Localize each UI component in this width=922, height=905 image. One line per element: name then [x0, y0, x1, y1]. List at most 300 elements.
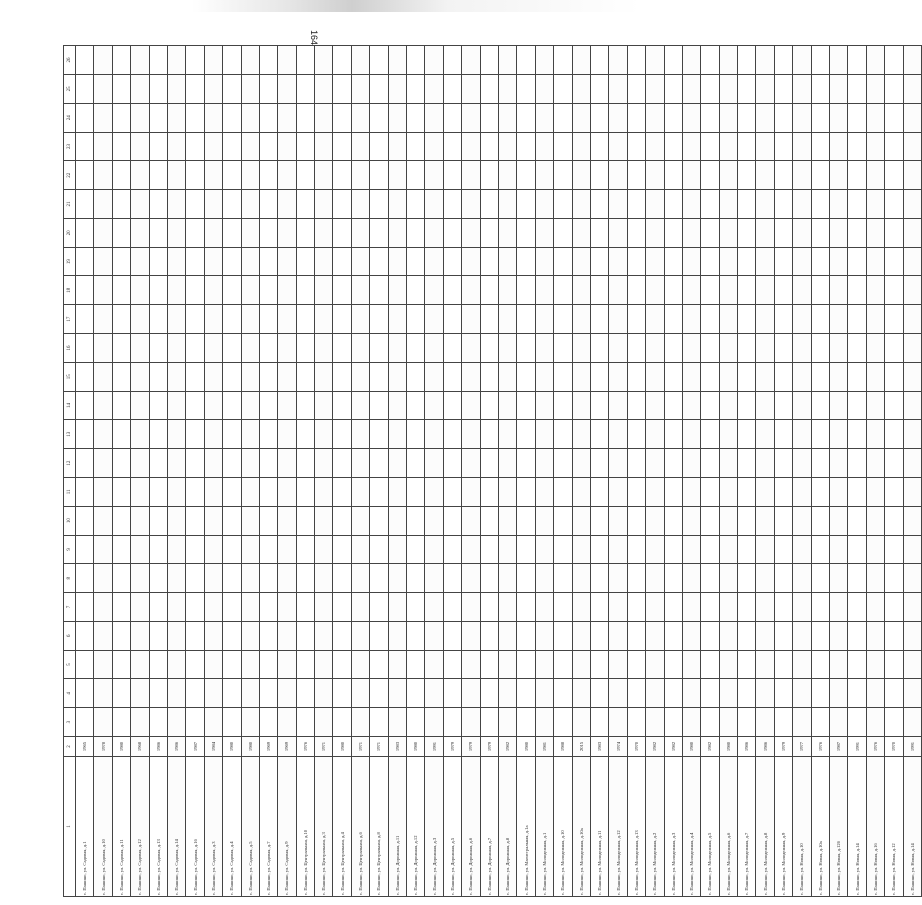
- data-cell: [149, 218, 167, 247]
- data-cell: [664, 708, 682, 737]
- data-cell: [259, 391, 277, 420]
- data-cell: [315, 621, 333, 650]
- data-cell: [462, 305, 480, 334]
- data-cell: [903, 391, 921, 420]
- data-cell: [443, 420, 461, 449]
- data-cell: [885, 305, 903, 334]
- data-cell: [664, 449, 682, 478]
- data-cell: [774, 305, 792, 334]
- data-cell: [241, 391, 259, 420]
- data-cell: [351, 75, 369, 104]
- data-cell: [76, 593, 94, 622]
- data-cell: [76, 708, 94, 737]
- data-cell: [223, 650, 241, 679]
- data-cell: [370, 391, 388, 420]
- data-cell: [443, 190, 461, 219]
- data-cell: [112, 420, 130, 449]
- data-cell: [885, 362, 903, 391]
- data-cell: [149, 593, 167, 622]
- year-cell: 1980: [241, 737, 259, 757]
- data-cell: [830, 46, 848, 75]
- data-cell: [701, 132, 719, 161]
- data-cell: [646, 132, 664, 161]
- address-cell: с. Пашино, ул. Садовая, д.14: [167, 757, 185, 897]
- data-cell: [535, 477, 553, 506]
- data-cell: [866, 477, 884, 506]
- address-cell: с. Пашино, ул. Дорожная, д.8: [498, 757, 516, 897]
- data-cell: [333, 103, 351, 132]
- data-cell: [590, 593, 608, 622]
- data-cell: [351, 247, 369, 276]
- data-cell: [793, 420, 811, 449]
- address-cell: с. Пашино, ул. Центральная, д.6: [351, 757, 369, 897]
- data-cell: [590, 75, 608, 104]
- data-cell: [407, 420, 425, 449]
- data-cell: [498, 46, 516, 75]
- data-cell: [462, 46, 480, 75]
- data-cell: [903, 362, 921, 391]
- data-cell: [811, 247, 829, 276]
- data-cell: [719, 190, 737, 219]
- column-header: 15: [64, 362, 76, 391]
- table-row: [535, 46, 553, 897]
- year-cell: 1968: [131, 737, 149, 757]
- data-cell: [664, 247, 682, 276]
- data-cell: [738, 621, 756, 650]
- data-cell: [223, 564, 241, 593]
- data-cell: [388, 679, 406, 708]
- year-cell: 1988: [554, 737, 572, 757]
- data-cell: [425, 593, 443, 622]
- year-cell: 1974: [609, 737, 627, 757]
- data-cell: [903, 477, 921, 506]
- data-cell: [498, 449, 516, 478]
- data-cell: [462, 564, 480, 593]
- data-cell: [388, 161, 406, 190]
- data-cell: [590, 161, 608, 190]
- data-cell: [94, 564, 112, 593]
- data-cell: [370, 362, 388, 391]
- data-cell: [296, 46, 314, 75]
- data-cell: [719, 75, 737, 104]
- data-cell: [554, 679, 572, 708]
- year-cell: 1987: [830, 737, 848, 757]
- data-cell: [407, 621, 425, 650]
- data-cell: [241, 103, 259, 132]
- data-cell: [480, 420, 498, 449]
- data-cell: [535, 506, 553, 535]
- data-cell: [793, 593, 811, 622]
- data-cell: [756, 362, 774, 391]
- data-cell: [425, 75, 443, 104]
- data-cell: [811, 593, 829, 622]
- data-cell: [296, 334, 314, 363]
- data-cell: [572, 103, 590, 132]
- data-cell: [204, 75, 222, 104]
- data-cell: [554, 190, 572, 219]
- data-cell: [903, 46, 921, 75]
- data-cell: [186, 708, 204, 737]
- data-cell: [885, 564, 903, 593]
- data-cell: [498, 593, 516, 622]
- data-cell: [112, 276, 130, 305]
- data-cell: [443, 276, 461, 305]
- data-cell: [756, 564, 774, 593]
- data-cell: [572, 564, 590, 593]
- data-cell: [572, 276, 590, 305]
- data-cell: [774, 420, 792, 449]
- data-cell: [351, 708, 369, 737]
- data-cell: [462, 621, 480, 650]
- data-cell: [627, 564, 645, 593]
- data-cell: [903, 218, 921, 247]
- data-cell: [646, 506, 664, 535]
- data-cell: [186, 103, 204, 132]
- table-row: [701, 46, 719, 897]
- data-cell: [388, 621, 406, 650]
- data-cell: [223, 46, 241, 75]
- data-cell: [830, 161, 848, 190]
- data-cell: [443, 621, 461, 650]
- data-cell: [627, 161, 645, 190]
- data-cell: [241, 305, 259, 334]
- data-cell: [425, 218, 443, 247]
- data-cell: [296, 132, 314, 161]
- data-cell: [535, 708, 553, 737]
- data-cell: [848, 75, 866, 104]
- data-cell: [646, 362, 664, 391]
- data-cell: [848, 362, 866, 391]
- data-cell: [517, 564, 535, 593]
- column-header: 24: [64, 103, 76, 132]
- data-cell: [480, 449, 498, 478]
- address-cell: с. Пашино, ул. Магистральная, д.1а: [517, 757, 535, 897]
- data-cell: [701, 362, 719, 391]
- data-cell: [112, 103, 130, 132]
- data-cell: [259, 218, 277, 247]
- data-cell: [774, 362, 792, 391]
- data-cell: [535, 46, 553, 75]
- data-cell: [903, 593, 921, 622]
- data-cell: [112, 564, 130, 593]
- data-cell: [627, 621, 645, 650]
- data-cell: [131, 593, 149, 622]
- data-cell: [517, 708, 535, 737]
- data-cell: [756, 679, 774, 708]
- data-cell: [848, 305, 866, 334]
- data-cell: [517, 535, 535, 564]
- data-cell: [241, 564, 259, 593]
- data-cell: [223, 75, 241, 104]
- data-cell: [259, 334, 277, 363]
- data-cell: [370, 46, 388, 75]
- data-cell: [296, 420, 314, 449]
- data-cell: [94, 650, 112, 679]
- year-cell: 1979: [443, 737, 461, 757]
- address-cell: с. Пашино, ул. Молодежная, д.11: [590, 757, 608, 897]
- data-cell: [498, 506, 516, 535]
- data-cell: [425, 650, 443, 679]
- data-cell: [315, 247, 333, 276]
- data-cell: [830, 477, 848, 506]
- data-cell: [167, 679, 185, 708]
- data-cell: [885, 276, 903, 305]
- year-cell: 1982: [646, 737, 664, 757]
- data-cell: [866, 506, 884, 535]
- data-cell: [609, 420, 627, 449]
- data-cell: [149, 46, 167, 75]
- address-cell: с. Пашино, ул. Садовая, д.13: [149, 757, 167, 897]
- data-cell: [719, 420, 737, 449]
- data-cell: [131, 621, 149, 650]
- table-row: [719, 46, 737, 897]
- data-cell: [407, 679, 425, 708]
- data-cell: [811, 449, 829, 478]
- data-cell: [259, 679, 277, 708]
- data-cell: [370, 276, 388, 305]
- data-cell: [241, 477, 259, 506]
- data-cell: [443, 103, 461, 132]
- data-cell: [535, 621, 553, 650]
- year-cell: 1979: [774, 737, 792, 757]
- data-cell: [664, 305, 682, 334]
- data-cell: [517, 247, 535, 276]
- data-cell: [278, 161, 296, 190]
- data-cell: [554, 593, 572, 622]
- year-cell: 1986: [756, 737, 774, 757]
- data-cell: [351, 679, 369, 708]
- data-cell: [370, 75, 388, 104]
- data-cell: [701, 190, 719, 219]
- data-cell: [664, 362, 682, 391]
- data-cell: [664, 75, 682, 104]
- data-cell: [76, 679, 94, 708]
- data-cell: [738, 391, 756, 420]
- address-cell: с. Пашино, ул. Садовая, д.16: [186, 757, 204, 897]
- data-cell: [811, 679, 829, 708]
- data-cell: [848, 218, 866, 247]
- data-cell: [830, 506, 848, 535]
- data-cell: [848, 564, 866, 593]
- data-cell: [590, 650, 608, 679]
- data-cell: [131, 650, 149, 679]
- data-cell: [443, 218, 461, 247]
- data-cell: [149, 132, 167, 161]
- data-cell: [719, 391, 737, 420]
- data-cell: [498, 362, 516, 391]
- data-cell: [167, 708, 185, 737]
- data-cell: [664, 334, 682, 363]
- data-cell: [333, 564, 351, 593]
- data-cell: [554, 391, 572, 420]
- data-cell: [682, 391, 700, 420]
- data-cell: [131, 276, 149, 305]
- data-cell: [131, 46, 149, 75]
- data-cell: [756, 420, 774, 449]
- data-cell: [333, 477, 351, 506]
- address-cell: с. Пашино, ул. Новая, д.12: [885, 757, 903, 897]
- address-cell: с. Пашино, ул. Молодежная, д.1: [535, 757, 553, 897]
- data-cell: [112, 132, 130, 161]
- data-cell: [94, 449, 112, 478]
- data-cell: [866, 679, 884, 708]
- address-cell: с. Пашино, ул. Новая, д.14: [848, 757, 866, 897]
- data-cell: [388, 420, 406, 449]
- data-cell: [76, 564, 94, 593]
- data-cell: [443, 132, 461, 161]
- data-cell: [701, 103, 719, 132]
- data-cell: [848, 103, 866, 132]
- data-cell: [296, 362, 314, 391]
- data-cell: [848, 247, 866, 276]
- data-cell: [407, 75, 425, 104]
- data-cell: [701, 161, 719, 190]
- table-row: [664, 46, 682, 897]
- data-cell: [627, 276, 645, 305]
- table-row: [94, 46, 112, 897]
- data-cell: [204, 218, 222, 247]
- data-cell: [719, 650, 737, 679]
- data-cell: [701, 449, 719, 478]
- data-cell: [885, 477, 903, 506]
- data-cell: [76, 506, 94, 535]
- data-cell: [370, 103, 388, 132]
- data-cell: [223, 362, 241, 391]
- data-cell: [701, 247, 719, 276]
- data-cell: [664, 621, 682, 650]
- data-cell: [719, 708, 737, 737]
- data-cell: [609, 593, 627, 622]
- data-cell: [296, 305, 314, 334]
- table-row: [498, 46, 516, 897]
- data-cell: [76, 535, 94, 564]
- data-cell: [498, 621, 516, 650]
- data-cell: [241, 650, 259, 679]
- data-cell: [223, 161, 241, 190]
- data-cell: [223, 506, 241, 535]
- data-cell: [241, 46, 259, 75]
- data-cell: [241, 535, 259, 564]
- data-cell: [646, 276, 664, 305]
- data-cell: [774, 276, 792, 305]
- data-cell: [204, 477, 222, 506]
- data-cell: [848, 477, 866, 506]
- table-row: [315, 46, 333, 897]
- table-row: [167, 46, 185, 897]
- data-cell: [811, 362, 829, 391]
- data-cell: [425, 190, 443, 219]
- data-cell: [774, 218, 792, 247]
- data-cell: [866, 391, 884, 420]
- data-cell: [407, 708, 425, 737]
- data-cell: [885, 190, 903, 219]
- data-cell: [388, 477, 406, 506]
- data-cell: [627, 190, 645, 219]
- data-cell: [885, 334, 903, 363]
- data-cell: [756, 477, 774, 506]
- year-cell: 1981: [535, 737, 553, 757]
- data-cell: [517, 650, 535, 679]
- data-cell: [167, 535, 185, 564]
- data-cell: [903, 564, 921, 593]
- data-cell: [315, 564, 333, 593]
- data-cell: [609, 679, 627, 708]
- data-cell: [259, 362, 277, 391]
- data-cell: [278, 218, 296, 247]
- address-cell: с. Пашино, ул. Дорожная, д.7: [480, 757, 498, 897]
- data-cell: [498, 305, 516, 334]
- data-cell: [204, 593, 222, 622]
- data-cell: [186, 679, 204, 708]
- data-cell: [554, 218, 572, 247]
- data-cell: [167, 506, 185, 535]
- data-cell: [149, 564, 167, 593]
- data-cell: [554, 247, 572, 276]
- data-cell: [646, 247, 664, 276]
- data-cell: [609, 218, 627, 247]
- data-cell: [425, 247, 443, 276]
- data-cell: [590, 708, 608, 737]
- table-row: [76, 46, 94, 897]
- data-cell: [627, 420, 645, 449]
- data-cell: [866, 420, 884, 449]
- data-cell: [112, 593, 130, 622]
- data-cell: [756, 593, 774, 622]
- data-cell: [167, 564, 185, 593]
- data-cell: [480, 535, 498, 564]
- data-cell: [646, 305, 664, 334]
- data-cell: [167, 305, 185, 334]
- data-cell: [388, 46, 406, 75]
- data-cell: [664, 161, 682, 190]
- data-cell: [609, 477, 627, 506]
- data-cell: [498, 276, 516, 305]
- data-cell: [351, 506, 369, 535]
- data-cell: [149, 679, 167, 708]
- data-cell: [590, 564, 608, 593]
- data-cell: [315, 420, 333, 449]
- year-cell: 1969: [259, 737, 277, 757]
- data-cell: [333, 276, 351, 305]
- data-cell: [204, 535, 222, 564]
- data-cell: [351, 218, 369, 247]
- data-cell: [682, 449, 700, 478]
- data-cell: [756, 161, 774, 190]
- data-cell: [793, 564, 811, 593]
- data-cell: [830, 75, 848, 104]
- data-cell: [793, 190, 811, 219]
- data-cell: [241, 75, 259, 104]
- data-cell: [811, 305, 829, 334]
- column-header: 14: [64, 391, 76, 420]
- data-cell: [443, 535, 461, 564]
- data-cell: [554, 708, 572, 737]
- data-cell: [811, 276, 829, 305]
- data-cell: [646, 708, 664, 737]
- data-cell: [848, 650, 866, 679]
- data-cell: [719, 276, 737, 305]
- data-cell: [756, 247, 774, 276]
- data-cell: [388, 535, 406, 564]
- data-cell: [682, 420, 700, 449]
- data-cell: [223, 477, 241, 506]
- data-cell: [370, 506, 388, 535]
- data-cell: [407, 161, 425, 190]
- data-cell: [351, 132, 369, 161]
- table-row: [774, 46, 792, 897]
- data-cell: [756, 391, 774, 420]
- data-cell: [186, 247, 204, 276]
